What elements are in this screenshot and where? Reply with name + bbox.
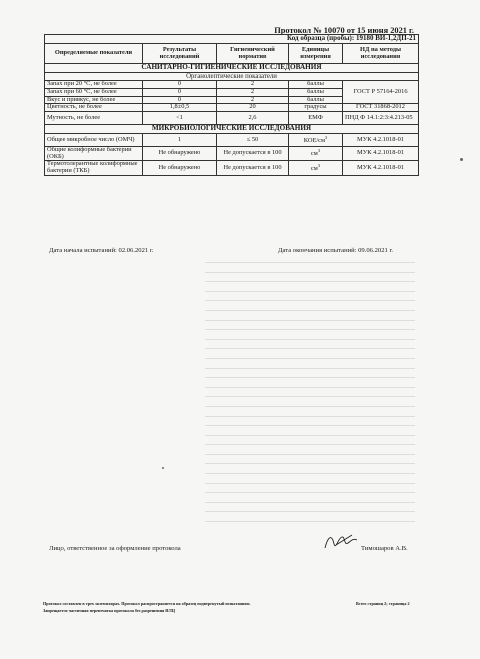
footer-note: Протокол составлен в трех экземплярах. Протокол распространяется на образец подвергнутый испытаниям. (43, 601, 251, 606)
indicator-name: Общие колиформные бактерии (ОКБ) (45, 147, 143, 161)
norm-value: 2,6 (217, 112, 289, 125)
result-value: 0 (143, 81, 217, 89)
method-value: ГОСТ 31868-2012 (343, 104, 419, 112)
section-micro-title: МИКРОБИОЛОГИЧЕСКИЕ ИССЛЕДОВАНИЯ (45, 125, 419, 134)
unit-value: градусы (289, 104, 343, 112)
footer-note: Запрещается частичная перепечатка протокола без разрешения ИЛЦ (43, 607, 175, 613)
method-value: ПНД Ф 14.1:2:3:4.213-05 (343, 112, 419, 125)
col-norm: Гигиенический норматив (217, 44, 289, 64)
indicator-name: Мутность, не более (45, 112, 143, 125)
indicator-name: Запах при 60 °С, не более (45, 88, 143, 96)
indicator-name: Вкус и привкус, не более (45, 96, 143, 104)
unit-value: $см^3$ (289, 161, 343, 175)
indicator-name: Цветность, не более (45, 104, 143, 112)
norm-value: 20 (217, 104, 289, 112)
method-value: МУК 4.2.1018-01 (343, 134, 419, 147)
norm-value: 2 (217, 96, 289, 104)
method-value: ГОСТ Р 57164-2016 (343, 81, 419, 104)
end-date: Дата окончания испытаний: 09.06.2021 г. (278, 247, 394, 254)
signer-name: Тимошаров А.В. (361, 545, 408, 552)
section-sanitary-title: САНИТАРНО-ГИГИЕНИЧЕСКИЕ ИССЛЕДОВАНИЯ (45, 64, 419, 73)
norm-value: Не допускается в 100 (217, 147, 289, 161)
footer-notes (43, 601, 251, 614)
unit-value: баллы (289, 96, 343, 104)
indicator-name: Термотолерантные колиформные бактерии (ТКБ) (45, 161, 143, 175)
results-table (44, 34, 419, 176)
result-value: Не обнаружено (143, 147, 217, 161)
start-date: Дата начала испытаний: 02.06.2021 г. (49, 247, 154, 254)
unit-value: $см^3$ (289, 147, 343, 161)
indicator-name: Общее микробное число (ОМЧ) (45, 134, 143, 147)
protocol-header: Протокол № 10070 от 15 июня 2021 г. (274, 26, 414, 35)
norm-value: 2 (217, 88, 289, 96)
result-value: Не обнаружено (143, 161, 217, 175)
page-number: Всего страниц 2; страница 2 (356, 601, 410, 606)
responsible-person-label: Лицо, ответственное за оформление протокола (49, 545, 181, 552)
col-result: Результаты исследований (143, 44, 217, 64)
norm-value: Не допускается в 100 (217, 161, 289, 175)
sample-code: Код образца (пробы): 19180 ВИ-1,2ДП-21 (45, 35, 419, 44)
result-value: 1,8±0,5 (143, 104, 217, 112)
col-unit: Единицы измерения (289, 44, 343, 64)
result-value: 0 (143, 96, 217, 104)
result-value: 1 (143, 134, 217, 147)
result-value: <1 (143, 112, 217, 125)
scan-speck (460, 158, 463, 161)
unit-value: баллы (289, 88, 343, 96)
table-row (45, 147, 419, 161)
unit-value: ЕМФ (289, 112, 343, 125)
table-row (45, 134, 419, 147)
col-indicator: Определяемые показатели (45, 44, 143, 64)
indicator-name: Запах при 20 °С, не более (45, 81, 143, 89)
norm-value: ≤ 50 (217, 134, 289, 147)
unit-value: КОЕ/$см^3$ (289, 134, 343, 147)
unit-value: баллы (289, 81, 343, 89)
method-value: МУК 4.2.1018-01 (343, 147, 419, 161)
result-value: 0 (143, 88, 217, 96)
method-value: МУК 4.2.1018-01 (343, 161, 419, 175)
table-row (45, 161, 419, 175)
bleed-through-lines (205, 262, 415, 531)
handwritten-signature (322, 532, 362, 552)
col-method: НД на методы исследования (343, 44, 419, 64)
table-row (45, 112, 419, 125)
section-organoleptic-subtitle: Органолептические показатели (45, 73, 419, 81)
table-row (45, 104, 419, 112)
scan-speck (162, 467, 164, 469)
norm-value: 2 (217, 81, 289, 89)
